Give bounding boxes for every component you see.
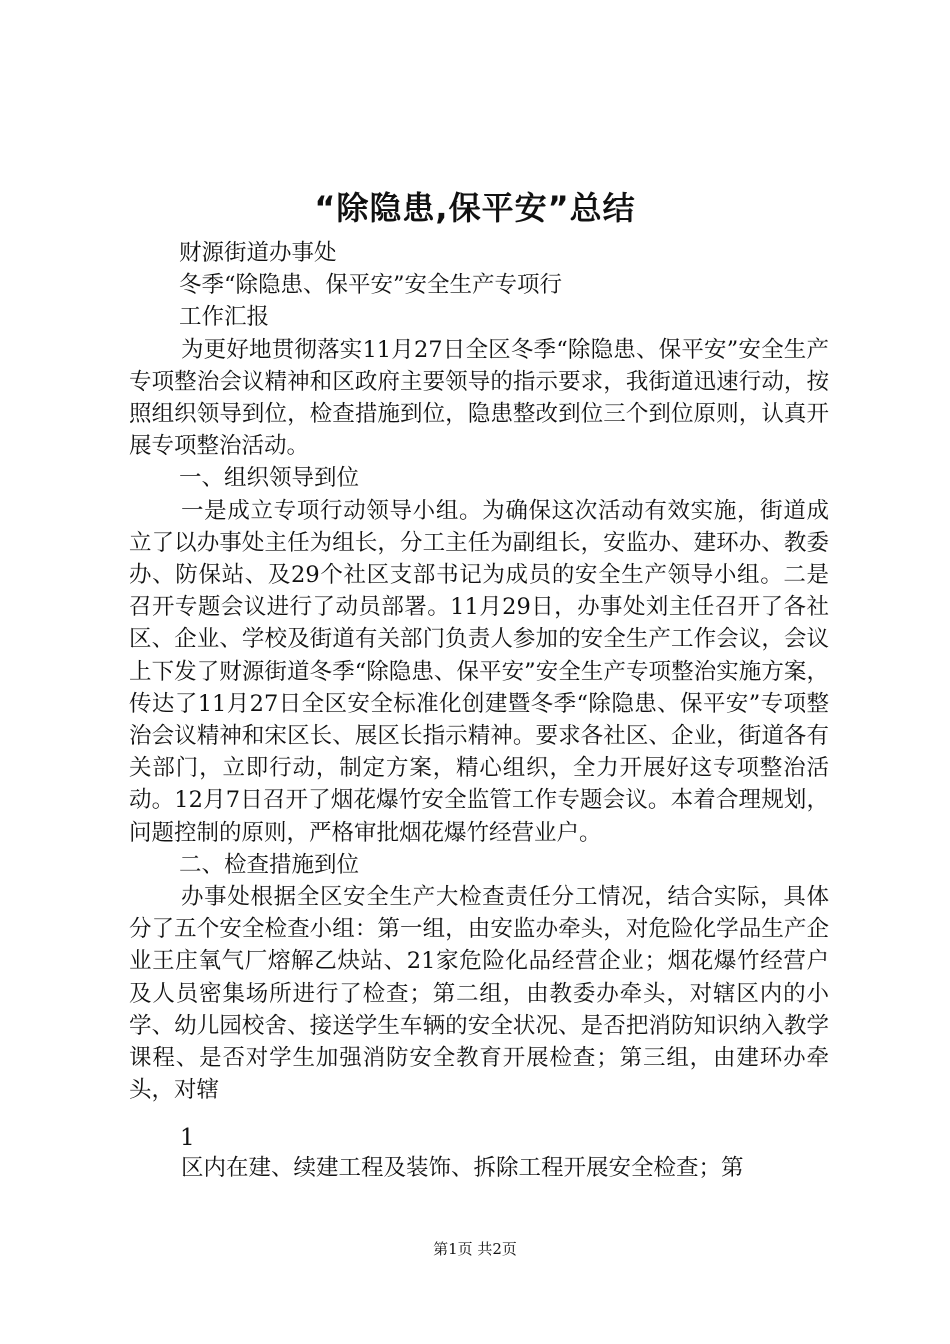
- document-body: [129, 237, 829, 1106]
- page-footer: 第1页 共2页: [433, 1240, 517, 1258]
- header-line-office: 财源街道办事处: [179, 240, 337, 266]
- document-title: “除隐患,保平安”总结: [314, 189, 636, 227]
- continued-line: 区内在建、续建工程及装饰、拆除工程开展安全检查；第: [181, 1155, 744, 1181]
- paragraph-intro: 为更好地贯彻落实11月27日全区冬季“除隐患、保平安”安全生产专项整治会议精神和区政府主要领导的指示要求，我街道迅速行动，按照组织领导到位，检查措施到位，隐患整改到位三个到位原则，认真开展专项整治活动。: [129, 336, 829, 460]
- paragraph-section-2: 办事处根据全区安全生产大检查责任分工情况，结合实际，具体分了五个安全检查小组：第一组，由安监办牵头，对危险化学品生产企业王庄氧气厂熔解乙炔站、21家危险化品经营企业；烟花爆竹经营户及人员密集场所进行了检查；第二组，由教委办牵头，对辖区内的小学、幼儿园校舍、接送学生车辆的安全状况、是否把消防知识纳入教学课程、是否对学生加强消防安全教育开展检查；第三组，由建环办牵头，对辖: [129, 884, 829, 1104]
- section-heading-2: 二、检查措施到位: [179, 851, 360, 878]
- inline-page-number: 1: [180, 1125, 195, 1151]
- header-line-campaign: 冬季“除隐患、保平安”安全生产专项行: [179, 272, 563, 299]
- paragraph-section-1: 一是成立专项行动领导小组。为确保这次活动有效实施，街道成立了以办事处主任为组长，分工主任为副组长，安监办、建环办、教委办、防保站、及29个社区支部书记为成员的安全生产领导小组。二是召开专题会议进行了动员部署。11月29日，办事处刘主任召开了各社区、企业、学校及街道有关部门负责人参加的安全生产工作会议，会议上下发了财源街道冬季“除隐患、保平安”安全生产专项整治实施方案，传达了11月27日全区安全标准化创建暨冬季“除隐患、保平安”专项整治会议精神和宋区长、展区长指示精神。要求各社区、企业，街道各有关部门，立即行动，制定方案，精心组织，全力开展好这专项整治活动。12月7日召开了烟花爆竹安全监管工作专题会议。本着合理规划，问题控制的原则，严格审批烟花爆竹经营业户。: [129, 497, 829, 846]
- section-heading-1: 一、组织领导到位: [179, 465, 360, 492]
- header-line-report: 工作汇报: [179, 304, 270, 331]
